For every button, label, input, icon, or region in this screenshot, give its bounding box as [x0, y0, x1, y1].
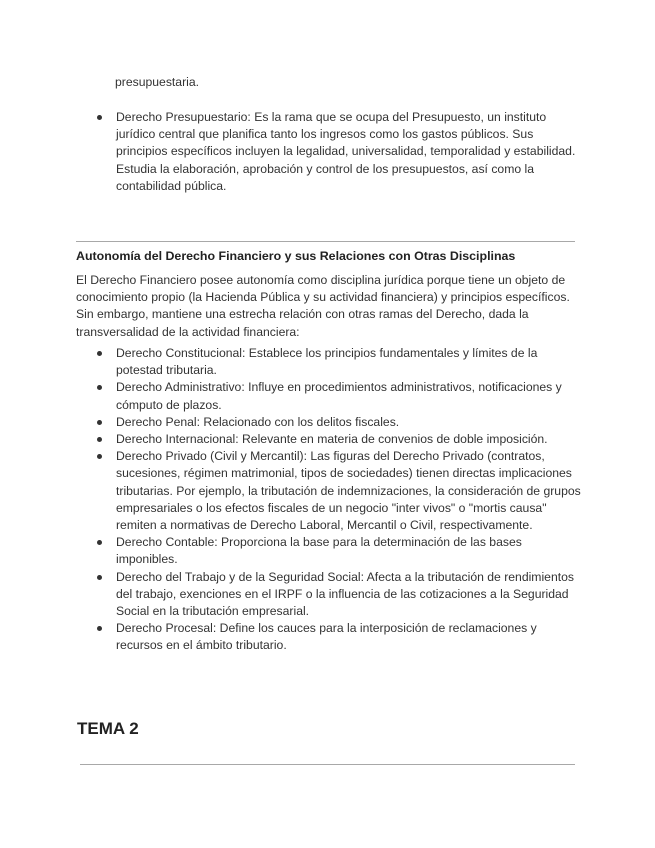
related-disciplines-list — [76, 345, 586, 655]
section-heading: Autonomía del Derecho Financiero y sus Relaciones con Otras Disciplinas — [76, 249, 516, 263]
tema-divider — [80, 764, 575, 765]
continuation-text: presupuestaria. — [115, 75, 200, 89]
list-item-derecho-procesal: Derecho Procesal: Define los cauces para la interposición de reclamaciones y recursos en el ámbito tributario. — [76, 620, 586, 654]
list-item-derecho-constitucional: Derecho Constitucional: Establece los principios fundamentales y límites de la potestad tributaria. — [76, 345, 586, 379]
section-intro-paragraph: El Derecho Financiero posee autonomía como disciplina jurídica porque tiene un objeto de conocimiento propio (la Hacienda Pública y su actividad financiera) y principios específicos. Sin embargo, mantiene una estrecha relación con otras ramas del Derecho, dada la transversalidad de la actividad financiera: — [76, 273, 570, 339]
list-item-derecho-contable: Derecho Contable: Proporciona la base para la determinación de las bases imponibles. — [76, 534, 586, 568]
list-item-derecho-privado: Derecho Privado (Civil y Mercantil): Las figuras del Derecho Privado (contratos, sucesiones, régimen matrimonial, tipos de sociedades) tienen directas implicaciones tributarias. Por ejemplo, la tributación de indemnizaciones, la consideración de grupos empresariales o los efectos fiscales de un negocio "inter vivos" o "mortis causa" remiten a normativas de Derecho Laboral, Mercantil o Civil, respectivamente. — [76, 448, 586, 534]
list-item-derecho-administrativo: Derecho Administrativo: Influye en procedimientos administrativos, notificaciones y cómputo de plazos. — [76, 379, 586, 413]
top-bullet-list — [76, 109, 586, 195]
list-item-derecho-penal: Derecho Penal: Relacionado con los delitos fiscales. — [76, 414, 586, 431]
list-item-derecho-presupuestario: Derecho Presupuestario: Es la rama que se ocupa del Presupuesto, un instituto jurídico central que planifica tanto los ingresos como los gastos públicos. Sus principios específicos incluyen la legalidad, universalidad, temporalidad y estabilidad. Estudia la elaboración, aprobación y control de los presupuestos, así como la contabilidad pública. — [76, 109, 586, 195]
section-divider — [76, 241, 575, 242]
list-item-derecho-trabajo: Derecho del Trabajo y de la Seguridad Social: Afecta a la tributación de rendimientos del trabajo, exenciones en el IRPF o la influencia de las cotizaciones a la Seguridad Social en la tributación empresarial. — [76, 569, 586, 621]
tema-heading: TEMA 2 — [77, 719, 139, 738]
list-item-derecho-internacional: Derecho Internacional: Relevante en materia de convenios de doble imposición. — [76, 431, 586, 448]
